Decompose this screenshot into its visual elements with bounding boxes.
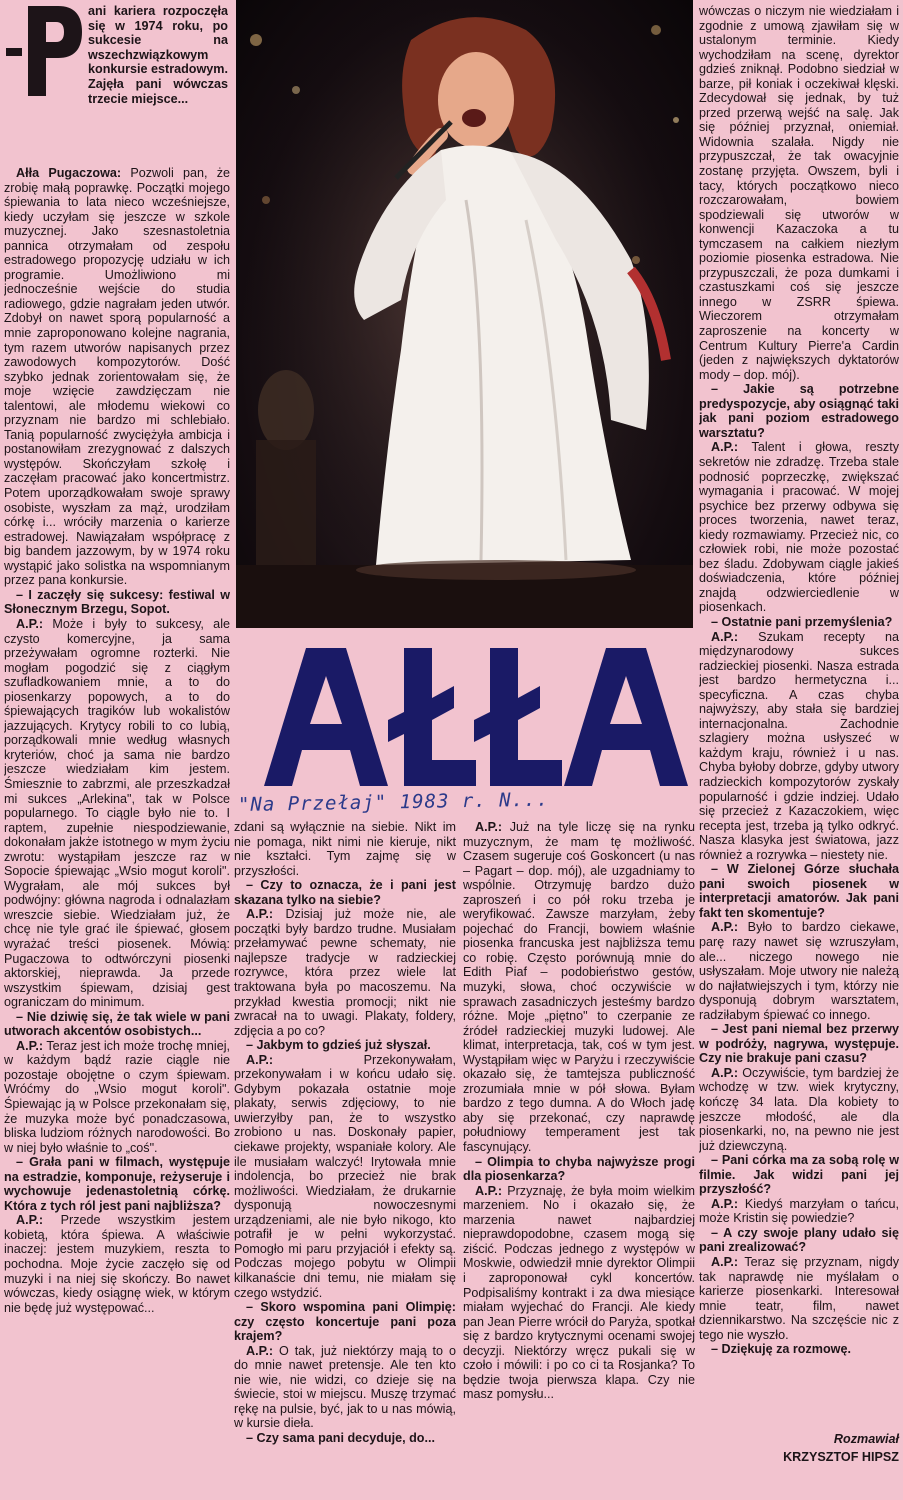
answer-text: Dzisiaj już może nie, ale początki były bardzo trudne. Musiałam przełamywać pewne schematy, nie najlepsze tradycje w radzieckiej rozrywce, która przez wiele lat traktowana była po macoszemu. Na przykład kwestia promocji; nikt nie zwracał na to uwagi. Plakaty, foldery, zdjęcia a po co? xyxy=(234,907,456,1038)
interview-question xyxy=(699,615,899,630)
interview-answer xyxy=(463,820,695,1155)
question-text: – Czy to oznacza, że i pani jest skazana tylko na siebie? xyxy=(234,878,456,907)
interview-answer xyxy=(4,1039,230,1155)
interview-question xyxy=(699,862,899,920)
answer-text: Przyznaję, że była moim wielkim marzeniem. No i okazało się, że marzenia nawet najbardziej nieprawdopodobne, czasem mogą się ziścić. Podczas jednego z występów w Moskwie, odwiedził mnie dyrektor Olimpii i zaproponował cykl koncertów. Podpisaliśmy kontrakt i za dwa miesiące miałam wyjechać do Francji. Ale kiedy pan Jean Pierre wrócił do Paryża, spotkał się z bardzo krytycznymi ocenami swojej decyzji. Niektórzy wręcz pukali się w czoło i mówili: i po co ci ta Rosjanka? To będzie twoja pierwsza klapa. Czy nie masz pomysłu... xyxy=(463,1183,695,1402)
article-column-1 xyxy=(4,166,230,1500)
speaker-label: A.P.: xyxy=(246,907,274,922)
speaker-label: A.P.: xyxy=(711,1196,739,1211)
interview-question xyxy=(699,1153,899,1197)
interview-question xyxy=(234,878,456,907)
singer-illustration xyxy=(236,0,693,628)
answer-text: O tak, już niektórzy mają to o do mnie nawet pretensje. Ale ten kto nie wie, nie widzi, co dzieje się na świecie, stoi w miejscu. Muszę trzymać rękę na pulsie, być, jak to u nas mówią, w kursie dieła. xyxy=(234,1343,456,1431)
interview-answer xyxy=(699,920,899,1022)
intro-text: ani kariera rozpoczęła się w 1974 roku, po sukcesie na wszechzwiązkowym konkursie estradowym. Zajęła pani wówczas trzecie miejsce... xyxy=(88,4,228,106)
article-column-3 xyxy=(463,820,695,1500)
speaker-label: A.P.: xyxy=(711,440,739,455)
stage-photo xyxy=(236,0,693,628)
interview-answer xyxy=(699,1066,899,1153)
interview-question xyxy=(4,1010,230,1039)
speaker-label: A.P.: xyxy=(475,1183,503,1198)
paragraph-text: zdani są wyłącznie na siebie. Nikt im nie pomaga, nikt nimi nie kieruje, nikt nie kształci. Tym zajmę się w przyszłości. xyxy=(234,820,456,878)
interview-answer xyxy=(699,1197,899,1226)
handwritten-note: "Na Przełaj" 1983 r. N... xyxy=(237,788,550,817)
question-text: – A czy swoje plany udało się pani zrealizować? xyxy=(699,1225,899,1255)
byline-label: Rozmawiał xyxy=(833,1432,899,1446)
interview-answer xyxy=(4,1213,230,1315)
interview-answer xyxy=(234,907,456,1038)
interview-question xyxy=(699,1022,899,1066)
interview-question xyxy=(234,1431,456,1446)
question-text: – Grała pani w filmach, występuje na estradzie, komponuje, reżyseruje i wychowuje jedenastoletnią córkę. Która z tych ról jest pani najbliższa? xyxy=(4,1155,230,1213)
interview-question xyxy=(234,1038,456,1053)
speaker-label: A.P.: xyxy=(711,920,739,935)
continued-text xyxy=(234,820,456,878)
answer-text: Może i były to sukcesy, ale czysto komercyjne, ja sama przeżywałam ogromne rozterki. Nie mogłam pogodzić się z ciągłym szufladkowaniem mnie, a to do piosenkarzy popowych, a to do śpiewających tragików lub wokalistów jazzujących. Krytycy robili to co lubią, porządkowali mnie według własnych kryteriów, choć ja sama nie bardzo jeszcze wiedziałam kim jestem. Śmiesznie to zabrzmi, ale przeszkadzał mi sukces „Arlekina", tak w Polsce popularnego. To ciągle było nie to. I raptem, zupełnie niespodziewanie, dokonałam jakże istotnego w mym życiu zwrotu: wystąpiłam jeszcze raz w Sopocie śpiewając „Wsio mogut koroli". Wygrałam, ale mój sukces był podwójny: główna nagroda i odnalazłam wreszcie siebie. Wiedziałam już, że chcę nie tyle grać ile śpiewać, głosem wyrażać treści piosenek. Mówią: Pugaczowa to odtwórczyni piosenki aktorskiej, nieprawda. Ja przede wszystkim śpiewam, dzisiaj gest ograniczam do minimum. xyxy=(4,616,230,1010)
interview-answer xyxy=(699,440,899,615)
speaker-label: A.P.: xyxy=(711,1255,739,1270)
interview-answer xyxy=(699,630,899,863)
headline xyxy=(264,636,688,786)
paragraph-text: wówczas o niczym nie wiedziałam i zgodnie z umową zjawiłam się w ustalonym terminie. Kiedy wychodziłam na scenę, dyrektor gdzieś zniknął. Podobno siedział w barze, pił koniak i oczekiwał klęski. Zdecydował się jednak, by tuż przed przerwą wejść na salę. Jak się później przyznał, oniemiał. Widownia szalała. Nigdy nie przypuszczał, że tak owacyjnie zostanę przyjęta. Owszem, byli i tacy, których początkowo nieco rozczarowałam, bowiem spodziewali się utworów w konwencji Kazaczoka a tu tymczasem na całkiem niezłym poziomie piosenka estradowa. Nie przypuszczali, że poza dumkami i czastuszkami coś się jeszcze innego w ZSRR śpiewa. Wieczorem otrzymałam zaproszenie na koncerty w Centrum Kultury Pierre'a Cardin (jeden z największych dyktatorów mody – dop. mój). xyxy=(699,4,899,382)
answer-text: Przekonywałam, przekonywałam i w końcu udało się. Gdybym pokazała ostatnie moje plakaty, serwis zdjęciowy, to nie uwierzyłby pan, że to wszystko zrobiono u nas. Doskonały papier, ciekawe projekty, wspaniałe kolory. Ale ile musiałam walczyć! Irytowała mnie indolencja, bo przecież nie brak możliwości. Wiedziałam, że drukarnie dysponują nowoczesnymi urządzeniami, ale nie było nikogo, kto potrafił je w pełni wykorzystać. Pomogło mi paru przyjaciół i efekty są. Podczas mojego pobytu w Olimpii kilkanaście dni temu, nie miałam się czego wstydzić. xyxy=(234,1052,456,1300)
answer-text: Szukam recepty na międzynarodowy sukces radzieckiej piosenki. Nasza estrada jest bardzo hermetyczna i... specyficzna. A czas chyba najwyższy, aby stała się bardziej internacjonalna. Zachodnie szlagiery można usłyszeć w każdym kraju, również i u nas. Chyba byłoby dobrze, gdyby utwory radzieckich kompozytorów zyskały popularność i gdzie indziej. Udało się przecież z Kazaczokiem, więc recepta jest, trzeba ją tylko odkryć. Nasza klasyka jest światowa, jazz również a rozrywka – niestety nie. xyxy=(699,629,899,862)
article-column-4 xyxy=(699,4,899,1440)
question-text: – Olimpia to chyba najwyższe progi dla piosenkarza? xyxy=(463,1154,695,1184)
speaker-label: A.P.: xyxy=(711,1065,739,1080)
question-text: – Jakie są potrzebne predyspozycje, aby osiągnąć taki jak pani poziom estradowego warsztatu? xyxy=(699,382,899,440)
speaker-label: A.P.: xyxy=(475,820,503,834)
answer-text: Przede wszystkim jestem kobietą, która śpiewa. A właściwie inaczej: jestem muzykiem, reszta to pochodna. Moje życie zaczęło się od muzyki i na niej się skończy. Bo nawet wówczas, kiedy osiągnę wiek, w którym nie będę już występować... xyxy=(4,1213,230,1315)
interview-answer xyxy=(699,1255,899,1342)
article-column-2 xyxy=(234,820,456,1500)
speaker-label: A.P.: xyxy=(16,1213,44,1228)
answer-text: Już na tyle liczę się na rynku muzycznym, że mam tę możliwość. Czasem sugeruje coś Goskoncert (u nas – Pagart – dop. mój), ale uzgadniamy to wspólnie. Otrzymuję bardzo dużo zaproszeń i co pół roku trzeba je weryfikować. Zawsze marzyłam, żeby pojechać do Francji, bowiem właśnie piosenka francuska jest najbliższa temu co robię. Często porównują mnie do Edith Piaf – podobieństwo gestów, muzyki, słowa, choć oczywiście w sprawach zasadniczych jesteśmy bardzo różne. Moje „piętno" to czerpanie ze źródeł radzieckiej muzyki ludowej. Ale klimat, interpretacja, tak, coś w tym jest. Wystąpiłam więc w Paryżu i rzeczywiście okazało się, że tamtejsza publiczność zrozumiała mnie w pół słowa. Byłam bardzo z tego dumna. A do Włoch jadę aby się przekonać, czy naprawdę południowy temperament jest tak fascynujący. xyxy=(463,820,695,1155)
question-text: – I zaczęły się sukcesy: festiwal w Słonecznym Brzegu, Sopot. xyxy=(4,587,230,617)
interview-question xyxy=(463,1155,695,1184)
byline xyxy=(699,1430,899,1490)
question-text: – Jakbym to gdzieś już słyszał. xyxy=(246,1038,431,1053)
interview-question xyxy=(4,1155,230,1213)
dropcap-letter xyxy=(6,4,86,98)
interview-answer xyxy=(463,1184,695,1402)
continued-text xyxy=(699,4,899,382)
speaker-label: A.P.: xyxy=(16,1038,44,1053)
interview-question xyxy=(4,588,230,617)
interview-answer xyxy=(234,1053,456,1300)
answer-text: Teraz się przyznam, nigdy tak naprawdę nie myślałam o karierze piosenkarki. Interesował mnie teatr, film, nawet dziennikarstwo. Na szczęście nic z tego nie wyszło. xyxy=(699,1255,899,1342)
question-text: – Ostatnie pani przemyślenia? xyxy=(711,614,893,629)
interview-question xyxy=(699,1342,899,1357)
speaker-label: Ałła Pugaczowa: xyxy=(16,166,122,180)
question-text: – Nie dziwię się, że tak wiele w pani utworach akcentów osobistych... xyxy=(4,1009,230,1039)
speaker-label: A.P.: xyxy=(246,1052,274,1067)
answer-text: Kiedyś marzyłam o tańcu, może Kristin się powiedzie? xyxy=(699,1196,899,1226)
question-text: – Dziękuję za rozmowę. xyxy=(711,1342,851,1357)
question-text: – Jest pani niemal bez przerwy w podróży, nagrywa, występuje. Czy nie brakuje pani czasu? xyxy=(699,1022,899,1066)
interview-answer xyxy=(4,166,230,588)
speaker-label: A.P.: xyxy=(711,629,739,644)
interview-question xyxy=(234,1300,456,1344)
speaker-label: A.P.: xyxy=(16,616,44,631)
interview-question xyxy=(699,1226,899,1255)
question-text: – Skoro wspomina pani Olimpię: czy często koncertuje pani poza krajem? xyxy=(234,1300,456,1344)
question-text: – Czy sama pani decyduje, do... xyxy=(246,1430,435,1445)
answer-text: Było to bardzo ciekawe, parę razy nawet się wzruszyłam, ale... niczego nowego nie usłyszałam. Moje utwory nie należą do najłatwiejszych i tym, którzy nie dysponują dobrym warsztatem, radziłabym śpiewać co innego. xyxy=(699,920,899,1022)
answer-text: Talent i głowa, reszty sekretów nie zdradzę. Trzeba stale podnosić poprzeczkę, zwiększać wymagania i pracować. W mojej psychice bez przerwy odbywa się proces tworzenia, nawet teraz, kiedy rozmawiamy. Przecież nic, co człowiek robi, nie może pozostać bez śladu. Zdobywam ciągle jakieś doświadczenia, które później znajdą odzwierciedlenie w piosenkach. xyxy=(699,440,899,615)
interview-answer xyxy=(4,617,230,1010)
speaker-label: A.P.: xyxy=(246,1343,274,1358)
interview-question xyxy=(699,382,899,440)
interview-answer xyxy=(234,1344,456,1431)
byline-author: KRZYSZTOF HIPSZ xyxy=(783,1450,899,1464)
question-text: – W Zielonej Górze słuchała pani swoich piosenek w interpretacji amatorów. Jak pani fakt ten skomentuje? xyxy=(699,862,899,920)
intro-question xyxy=(88,4,228,164)
answer-text: Oczywiście, tym bardziej że wchodzę w tzw. wiek krytyczny, kończę 34 lata. Dla kobiety to jeszcze młodość, ale dla piosenkarki, no, na pewno nie jest już dziewczyną. xyxy=(699,1065,899,1153)
answer-text: Teraz jest ich może trochę mniej, w każdym bądź razie ciągle nie pozostaje obojętne o czym śpiewam. Wróćmy do „Wsio mogut koroli". Śpiewając ją w Polsce przekonałam się, że muzyka może być ponadczasowa, bliska ludziom różnych narodowości. Bo w niej było właśnie to „coś". xyxy=(4,1038,230,1155)
answer-text: Pozwoli pan, że zrobię małą poprawkę. Początki mojego śpiewania to lata nieco wcześniejsze, kiedy uczyłam się jeszcze w szkole muzycznej. Jako szesnastoletnia pannica otrzymałam od zespołu estradowego propozycję udziału w ich programie. Umożliwiono mi jednocześnie wejście do studia radiowego, gdzie nagrałam jeden utwór. Zdobył on nawet sporą popularność a mnie zaproponowano kolejne nagrania, tym razem utworów napisanych przez zawodowych kompozytorów. Dość szybko jednak zorientowałam się, że moje wzięcie zawdzięczam nie talentowi, ale młodemu wiekowi co przyznam nie bardzo mi schlebiało. Tanią popularność zwyciężyła ambicja i postanowiłam zrezygnować z dalszych występów. Skończyłam szkołę i zaczęłam pracować jako koncertmistrz. Potem uporządkowałam swoje sprawy osobiste, wyszłam za mąż, urodziłam córkę i... wróciły marzenia o karierze estradowej. Nawiązałam współpracę z big bandem jazzowym, by w 1974 roku wystąpić jako solistka na wspomnianym przez pana konkursie. xyxy=(4,166,230,588)
question-text: – Pani córka ma za sobą rolę w filmie. Jak widzi pani jej przyszłość? xyxy=(699,1153,899,1197)
